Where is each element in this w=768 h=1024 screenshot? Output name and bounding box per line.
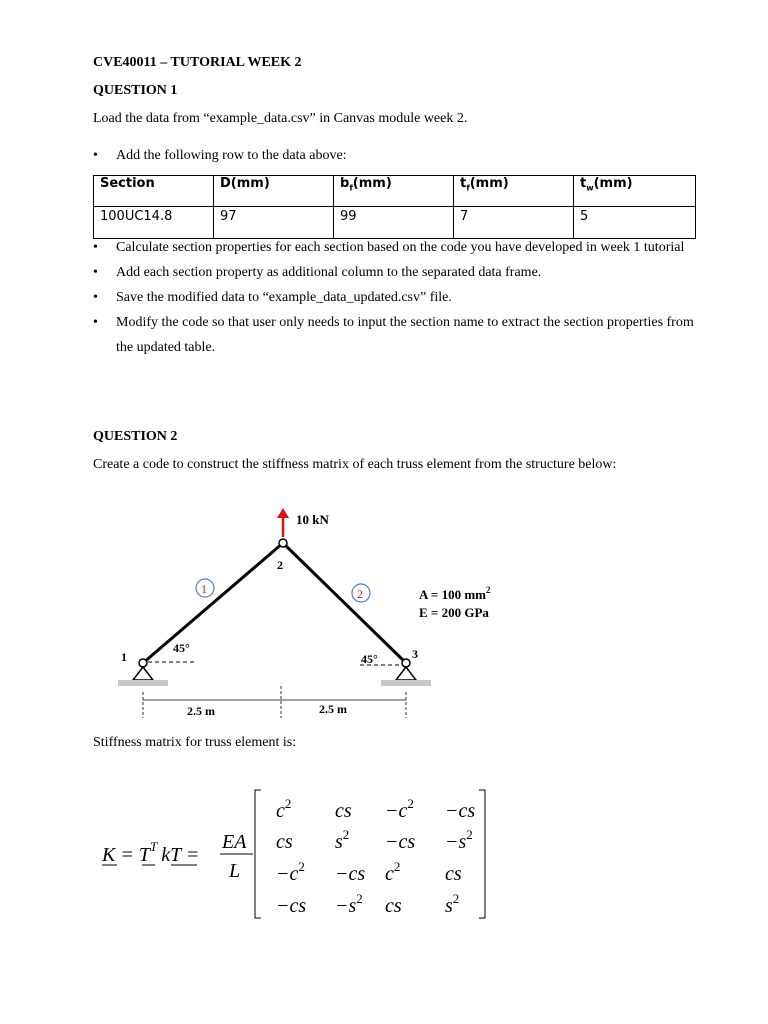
- bullet-item: • Calculate section properties for each section based on the code you have developed in week 1 tutorial: [93, 235, 703, 260]
- question-1-bullet-list-a: [93, 143, 703, 168]
- load-arrow-head: [277, 508, 289, 518]
- truss-figure: [110, 500, 530, 730]
- matrix-cell: cs: [335, 800, 352, 822]
- matrix-cell: cs: [276, 831, 293, 853]
- element-2-label: 2: [357, 587, 363, 601]
- bullet-add-row: • Add the following row to the data above:: [93, 143, 703, 168]
- matrix-cell: cs: [385, 895, 402, 917]
- section-table: [93, 175, 696, 239]
- table-header-cell: $t_w(mm)$: [574, 176, 696, 207]
- node-3-label: 3: [412, 647, 418, 661]
- bullet-item: • Modify the code so that user only needs to input the section name to extract the section properties from the updated table.: [93, 310, 703, 360]
- matrix-caption: Stiffness matrix for truss element is:: [93, 735, 297, 750]
- matrix-cell: $-s^2$: [335, 891, 363, 917]
- question-2-intro: Create a code to construct the stiffness matrix of each truss element from the structure below:: [93, 457, 617, 472]
- truss-member-2: [283, 543, 406, 663]
- question-2-heading: QUESTION 2: [93, 429, 178, 444]
- matrix-cell: cs: [445, 863, 462, 885]
- matrix-right-bracket: [479, 790, 485, 918]
- load-label: 10 kN: [296, 512, 329, 527]
- matrix-cells: [276, 796, 475, 917]
- fraction-denominator: L: [229, 860, 241, 882]
- pin-support-1: [133, 667, 153, 680]
- stiffness-equation: [95, 785, 495, 925]
- ground-3: [381, 680, 431, 686]
- bullet-item: • Save the modified data to “example_data_updated.csv” file.: [93, 285, 703, 310]
- matrix-cell: $c^2$: [276, 796, 292, 822]
- fraction-numerator: EA: [222, 831, 247, 853]
- matrix-cell: −cs: [335, 863, 366, 885]
- table-cell: 7: [454, 207, 574, 239]
- node-1-label: 1: [121, 650, 127, 664]
- modulus-label: E = 200 GPa: [419, 605, 489, 620]
- matrix-cell: $-s^2$: [445, 827, 473, 853]
- span-1-label: 2.5 m: [187, 704, 215, 718]
- truss-member-1: [143, 543, 283, 663]
- table-header-row: [94, 176, 696, 207]
- table-header-cell: D(mm): [214, 176, 334, 207]
- matrix-cell: $s^2$: [445, 891, 460, 917]
- pin-support-3: [396, 667, 416, 680]
- span-2-label: 2.5 m: [319, 702, 347, 716]
- angle-1-label: 45°: [173, 641, 190, 655]
- angle-2-label: 45°: [361, 652, 378, 666]
- matrix-cell: $-c^2$: [385, 796, 414, 822]
- matrix-cell: $-c^2$: [276, 859, 305, 885]
- document-title: CVE40011 – TUTORIAL WEEK 2: [93, 55, 302, 70]
- element-1-label: 1: [201, 582, 207, 596]
- area-label: A = 100 $mm^2$: [419, 585, 491, 602]
- matrix-cell: −cs: [385, 831, 416, 853]
- node-2-label: 2: [277, 558, 283, 572]
- table-cell: 99: [334, 207, 454, 239]
- question-1-bullet-list-b: [93, 235, 703, 360]
- table-header-cell: Section: [94, 176, 214, 207]
- question-1-heading: QUESTION 1: [93, 83, 178, 98]
- matrix-cell: $s^2$: [335, 827, 350, 853]
- table-cell: 5: [574, 207, 696, 239]
- equation-lhs: $K = T^T$ kT =: [102, 839, 200, 866]
- matrix-cell: $c^2$: [385, 859, 401, 885]
- node-2-circle: [279, 539, 287, 547]
- matrix-left-bracket: [255, 790, 261, 918]
- matrix-cell: −cs: [445, 800, 476, 822]
- table-header-cell: $t_f(mm)$: [454, 176, 574, 207]
- table-cell: 100UC14.8: [94, 207, 214, 239]
- table-row: [94, 207, 696, 239]
- question-1-intro: Load the data from “example_data.csv” in Canvas module week 2.: [93, 111, 468, 126]
- matrix-cell: −cs: [276, 895, 307, 917]
- table-header-cell: $b_f(mm)$: [334, 176, 454, 207]
- bullet-item: • Add each section property as additional column to the separated data frame.: [93, 260, 703, 285]
- table-cell: 97: [214, 207, 334, 239]
- ground-1: [118, 680, 168, 686]
